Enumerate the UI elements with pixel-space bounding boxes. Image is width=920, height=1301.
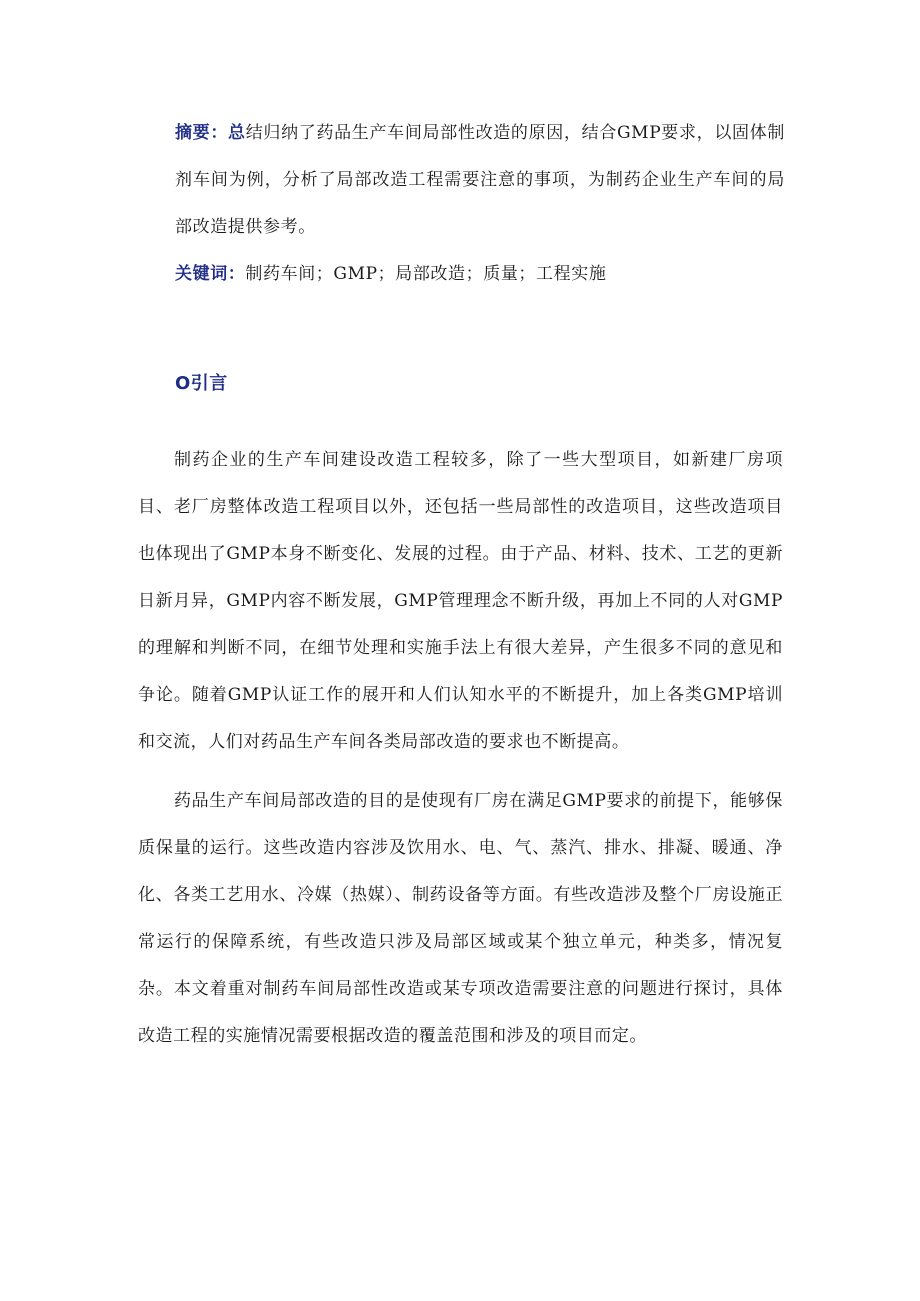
section-heading-introduction: O引言: [175, 373, 228, 394]
keywords-text: 制药车间；GMP；局部改造；质量；工程实施: [245, 264, 607, 284]
abstract-lead-char: 总: [228, 123, 246, 143]
paragraph-2: 药品生产车间局部改造的目的是使现有厂房在满足GMP要求的前提下，能够保质保量的运行。这些改造内容涉及饮用水、电、气、蒸汽、排水、排凝、暖通、净化、各类工艺用水、冷媒（热媒）、制药设备等方面。有些改造涉及整个厂房设施正常运行的保障系统，有些改造只涉及局部区域或某个独立单元，种类多，情况复杂。本文着重对制药车间局部性改造或某专项改造需要注意的问题进行探讨，具体改造工程的实施情况需要根据改造的覆盖范围和涉及的项目而定。: [138, 791, 783, 1046]
keywords: [175, 251, 785, 298]
abstract: [175, 110, 785, 251]
paragraph-1: 制药企业的生产车间建设改造工程较多，除了一些大型项目，如新建厂房项目、老厂房整体改造工程项目以外，还包括一些局部性的改造项目，这些改造项目也体现出了GMP本身不断变化、发展的过程。由于产品、材料、技术、工艺的更新日新月异，GMP内容不断发展，GMP管理理念不断升级，再加上不同的人对GMP的理解和判断不同，在细节处理和实施手法上有很大差异，产生很多不同的意见和争论。随着GMP认证工作的展开和人们认知水平的不断提升，加上各类GMP培训和交流，人们对药品生产车间各类局部改造的要求也不断提高。: [138, 450, 783, 752]
keywords-label: 关键词：: [175, 264, 246, 284]
abstract-text: 结归纳了药品生产车间局部性改造的原因，结合GMP要求，以固体制剂车间为例，分析了局部改造工程需要注意的事项，为制药企业生产车间的局部改造提供参考。: [175, 123, 785, 237]
abstract-label: 摘要：: [175, 123, 229, 143]
